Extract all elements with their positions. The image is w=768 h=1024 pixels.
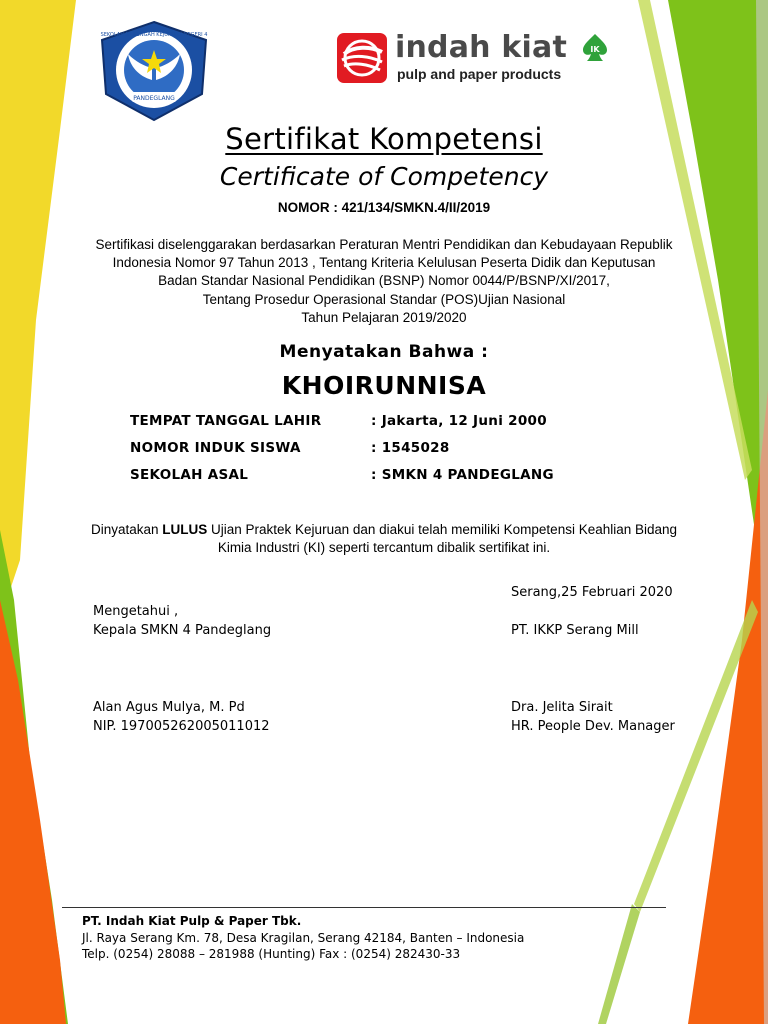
field-label-birth: TEMPAT TANGGAL LAHIR — [130, 413, 322, 429]
intro-line: Tahun Pelajaran 2019/2020 — [301, 309, 467, 325]
intro-line: Tentang Prosedur Operasional Standar (POS)Ujian Nasional — [202, 291, 566, 307]
certificate-subtitle: Certificate of Competency — [219, 162, 549, 191]
ik-swirl-logo-icon — [336, 32, 388, 84]
result-line-1-rest: Ujian Praktek Kejuruan dan diakui telah memiliki Kompetensi Keahlian Bidang — [207, 522, 678, 537]
place-date: Serang,25 Februari 2020 — [511, 585, 673, 600]
field-value-student-id: : 1545028 — [371, 440, 450, 456]
recipient-name: KHOIRUNNISA — [281, 371, 487, 400]
company-logo-name: indah kiat — [395, 30, 567, 65]
footer-divider — [62, 907, 666, 908]
footer-company: PT. Indah Kiat Pulp & Paper Tbk. — [82, 914, 302, 928]
school-emblem-inner — [124, 40, 184, 100]
result-prefix: Dinyatakan — [90, 522, 163, 537]
intro-line: Badan Standar Nasional Pendidikan (BSNP) Nomor 0044/P/BSNP/XI/2017, — [158, 273, 610, 289]
result-line-2: Kimia Industri (KI) seperti tercantum dibalik sertifikat ini. — [217, 540, 551, 555]
certificate-number: NOMOR : 421/134/SMKN.4/II/2019 — [277, 200, 491, 215]
spade-letters: IK — [590, 45, 600, 54]
school-emblem-ring-text: SEKOLAH MENENGAH KEJURUAN NEGERI 4 — [100, 32, 208, 38]
left-orange-band — [0, 600, 66, 1024]
intro-line: Indonesia Nomor 97 Tahun 2013 , Tentang Kriteria Kelulusan Peserta Didik dan Keputusan — [112, 255, 656, 271]
left-position: Kepala SMKN 4 Pandeglang — [93, 623, 272, 638]
certificate-title: Sertifikat Kompetensi — [225, 122, 543, 156]
company-logo — [336, 32, 612, 84]
intro-line: Sertifikasi diselenggarakan berdasarkan Peraturan Mentri Pendidikan dan Kebudayaan Republik — [95, 237, 673, 252]
right-organization: PT. IKKP Serang Mill — [511, 623, 639, 638]
field-value-birth: : Jakarta, 12 Juni 2000 — [371, 413, 547, 429]
certificate-intro — [0, 236, 768, 327]
field-label-student-id: NOMOR INDUK SISWA — [130, 440, 301, 456]
result-statement — [0, 521, 768, 557]
bottom-diagonal-streak — [598, 904, 640, 1024]
footer-address: Jl. Raya Serang Km. 78, Desa Kragilan, Serang 42184, Banten – Indonesia — [82, 931, 525, 945]
school-emblem-icon — [98, 20, 210, 122]
left-acknowledge: Mengetahui , — [93, 604, 179, 619]
statement-heading: Menyatakan Bahwa : — [279, 342, 489, 362]
right-signatory-position: HR. People Dev. Manager — [511, 719, 675, 734]
school-emblem-banner-text: PANDEGLANG — [133, 95, 175, 102]
result-passed: LULUS — [162, 522, 208, 537]
company-logo-tagline: pulp and paper products — [397, 66, 562, 82]
result-line-1 — [0, 521, 768, 539]
green-spade-ik-icon — [582, 33, 608, 63]
field-value-school: : SMKN 4 PANDEGLANG — [371, 467, 554, 483]
field-label-school: SEKOLAH ASAL — [130, 467, 249, 483]
right-signatory-name: Dra. Jelita Sirait — [511, 700, 613, 715]
left-signatory-id: NIP. 197005262005011012 — [93, 719, 270, 734]
footer-phone: Telp. (0254) 28088 – 281988 (Hunting) Fax : (0254) 282430-33 — [82, 947, 461, 961]
left-signatory-name: Alan Agus Mulya, M. Pd — [93, 700, 245, 715]
